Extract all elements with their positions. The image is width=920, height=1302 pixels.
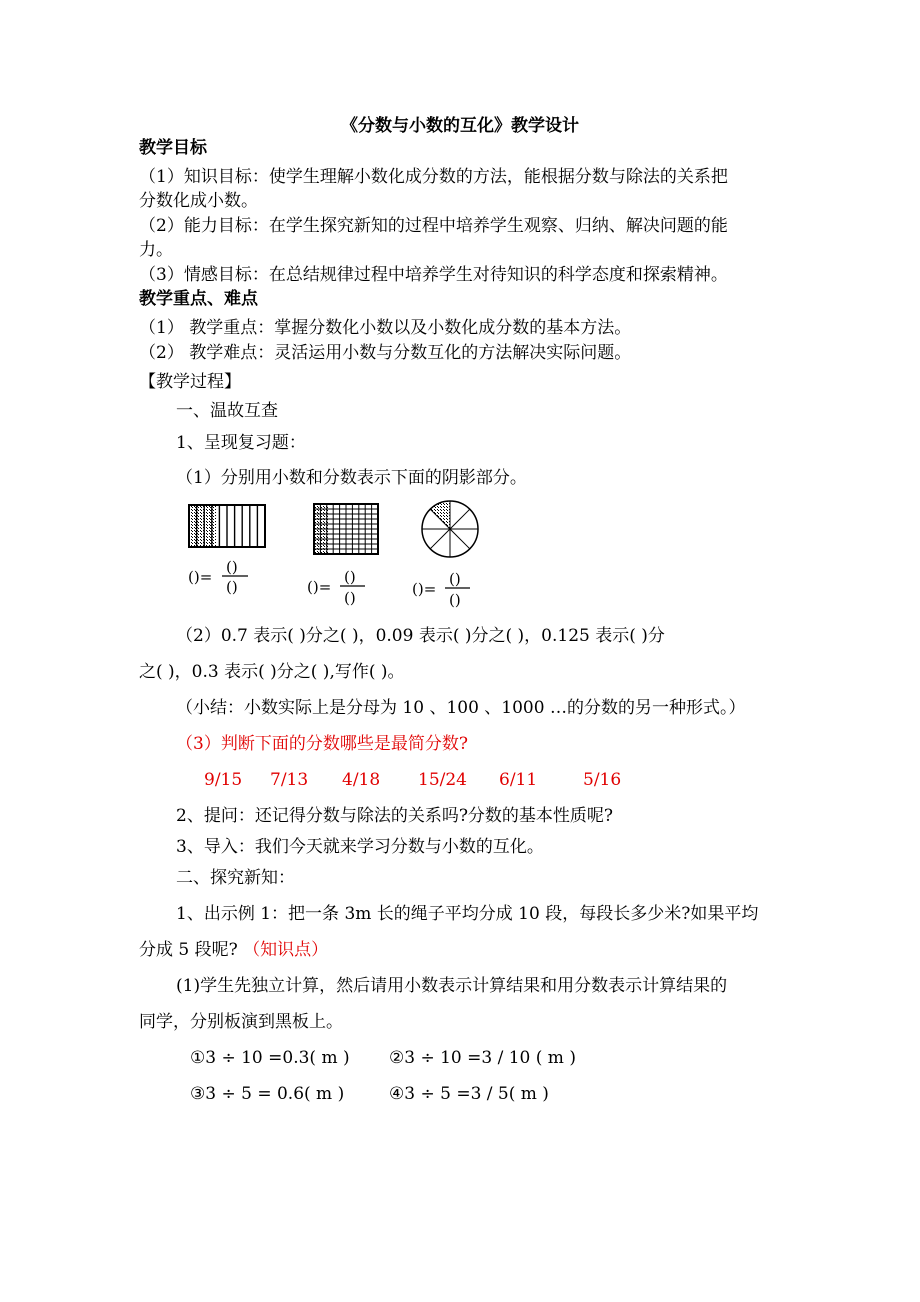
goal-ability-line1: （2）能力目标：在学生探究新知的过程中培养学生观察、归纳、解决问题的能 xyxy=(139,216,728,236)
figure-circle-eighths xyxy=(422,501,478,557)
example-1-sub-line1: (1)学生先独立计算，然后请用小数表示计算结果和用分数表示计算结果的 xyxy=(176,976,728,996)
question-3: （3）判断下面的分数哪些是最简分数? xyxy=(176,734,468,754)
blank-denominator: () xyxy=(344,589,356,607)
example-1-line2 xyxy=(139,939,328,961)
equation-1: ①3 ÷ 10 =0.3( m ) xyxy=(190,1048,350,1068)
fraction-blank-2 xyxy=(307,568,365,607)
section-explore: 二、探究新知： xyxy=(176,868,295,888)
goal-ability-line2: 力。 xyxy=(139,240,173,260)
process-heading: 【教学过程】 xyxy=(139,372,241,392)
question-2-line2: 之( )，0.3 表示( )分之( ),写作( )。 xyxy=(139,662,405,682)
key-point-1: （1） 教学重点：掌握分数化小数以及小数化成分数的基本方法。 xyxy=(139,318,632,338)
fraction-blank-3 xyxy=(412,570,470,609)
question-2-line1: （2）0.7 表示( )分之( )，0.09 表示( )分之( )，0.125 表示( )分 xyxy=(176,626,665,646)
key-points-heading: 教学重点、难点 xyxy=(139,289,258,309)
section-review: 一、温故互查 xyxy=(176,401,278,421)
review-item-1: 1、呈现复习题： xyxy=(176,433,306,453)
goal-emotion: （3）情感目标：在总结规律过程中培养学生对待知识的科学态度和探索精神。 xyxy=(139,265,728,285)
fraction-blank-1 xyxy=(188,558,248,596)
example-1-text: 分成 5 段呢? xyxy=(139,940,244,960)
document-title: 《分数与小数的互化》教学设计 xyxy=(341,116,579,136)
goal-knowledge-line2: 分数化成小数。 xyxy=(139,191,258,211)
example-1-sub-line2: 同学，分别板演到黑板上。 xyxy=(139,1012,343,1032)
blank-eq: ()= xyxy=(188,568,213,586)
blank-denominator: () xyxy=(226,578,238,596)
blank-denominator: () xyxy=(449,591,461,609)
equation-2: ②3 ÷ 10 =3 / 10 ( m ) xyxy=(389,1048,576,1068)
summary-note: （小结：小数实际上是分母为 10 、100 、1000 …的分数的另一种形式。） xyxy=(176,698,746,718)
key-point-2: （2） 教学难点：灵活运用小数与分数互化的方法解决实际问题。 xyxy=(139,343,632,363)
fraction-item: 5/16 xyxy=(583,770,622,790)
question-1: （1）分别用小数和分数表示下面的阴影部分。 xyxy=(176,468,527,488)
review-item-2: 2、提问：还记得分数与除法的关系吗?分数的基本性质呢? xyxy=(176,806,614,826)
blank-eq: ()= xyxy=(307,578,332,596)
fraction-item: 15/24 xyxy=(418,770,467,790)
blank-numerator: () xyxy=(344,568,356,586)
knowledge-point-tag: （知识点） xyxy=(243,940,329,960)
blank-numerator: () xyxy=(226,558,238,576)
blank-numerator: () xyxy=(449,570,461,588)
blank-eq: ()= xyxy=(412,580,437,598)
goals-heading: 教学目标 xyxy=(139,138,207,158)
review-item-3: 3、导入：我们今天就来学习分数与小数的互化。 xyxy=(176,837,544,857)
fraction-item: 4/18 xyxy=(342,770,381,790)
equation-4: ④3 ÷ 5 =3 / 5( m ) xyxy=(389,1084,549,1104)
goal-knowledge-line1: （1）知识目标：使学生理解小数化成分数的方法，能根据分数与除法的关系把 xyxy=(139,167,728,187)
equation-3: ③3 ÷ 5 = 0.6( m ) xyxy=(190,1084,345,1104)
fraction-item: 9/15 xyxy=(204,770,243,790)
fraction-item: 6/11 xyxy=(499,770,538,790)
figure-tenths-strips xyxy=(189,505,265,547)
example-1-line1: 1、出示例 1：把一条 3m 长的绳子平均分成 10 段，每段长多少米?如果平均 xyxy=(176,904,759,924)
fraction-item: 7/13 xyxy=(270,770,309,790)
figure-hundredths-grid xyxy=(314,504,378,554)
